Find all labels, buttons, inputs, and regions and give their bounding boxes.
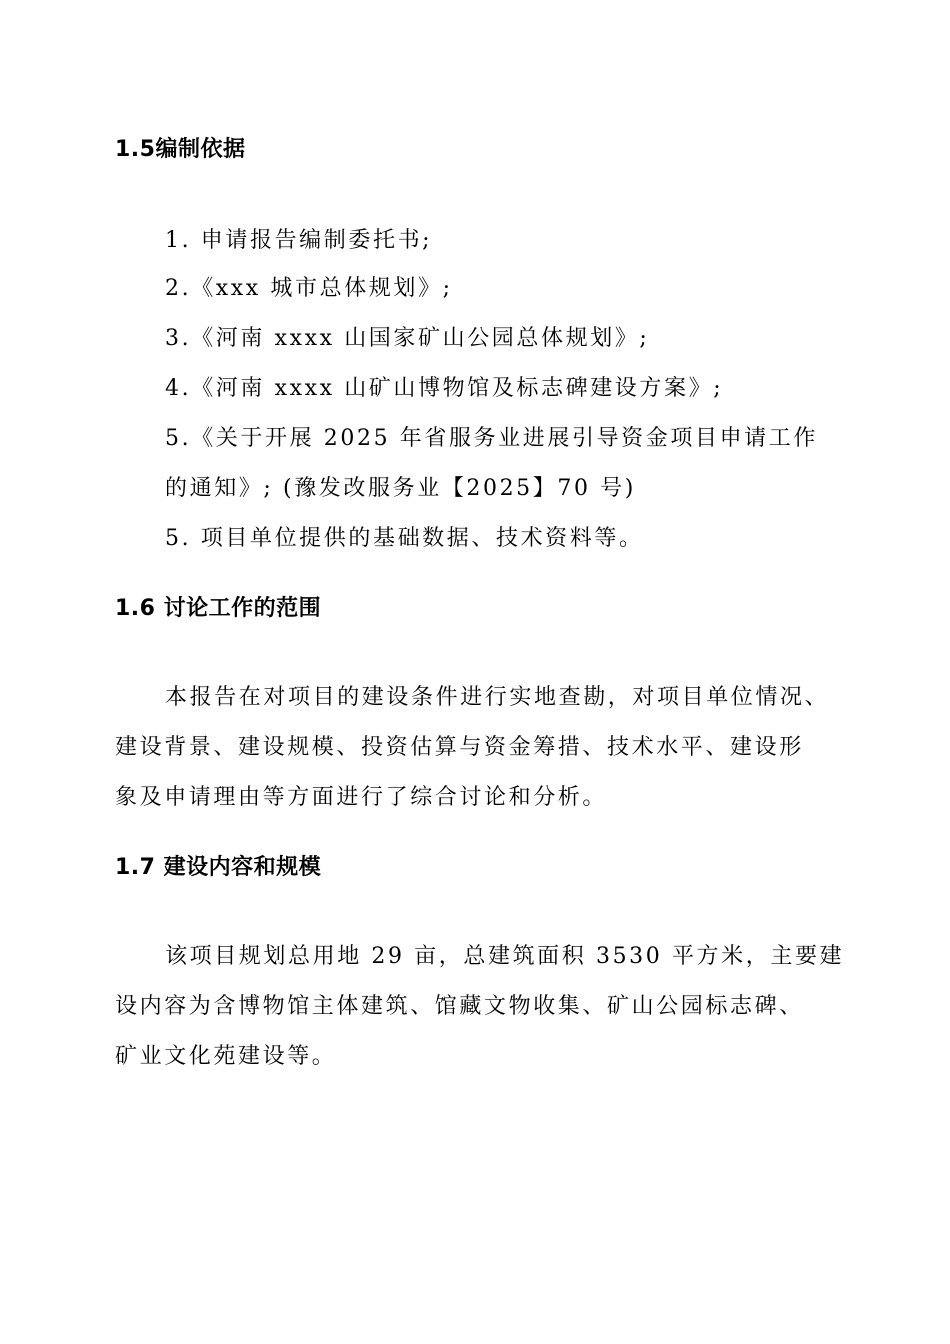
- scope-paragraph-line-2: 建设背景、建设规模、投资估算与资金筹措、技术水平、建设形: [115, 735, 804, 760]
- section-heading-1-5: 1.5编制依据: [115, 137, 246, 162]
- basis-item-2: 2.《xxx 城市总体规划》;: [165, 276, 453, 301]
- content-paragraph-line-2: 设内容为含博物馆主体建筑、馆藏文物收集、矿山公园标志碑、: [115, 994, 804, 1019]
- basis-item-4: 4.《河南 xxxx 山矿山博物馆及标志碑建设方案》;: [165, 376, 724, 401]
- scope-paragraph-line-1: 本报告在对项目的建设条件进行实地查勘，对项目单位情况、: [165, 685, 830, 710]
- basis-item-5-line-2: 的通知》; (豫发改服务业【2025】70 号): [165, 476, 636, 501]
- basis-item-6: 5. 项目单位提供的基础数据、技术资料等。: [165, 526, 644, 551]
- section-heading-1-7: 1.7 建设内容和规模: [115, 855, 322, 880]
- content-paragraph-line-1: 该项目规划总用地 29 亩，总建筑面积 3530 平方米，主要建: [165, 944, 845, 969]
- scope-paragraph-line-3: 象及申请理由等方面进行了综合讨论和分析。: [115, 785, 608, 810]
- basis-item-5-line-1: 5.《关于开展 2025 年省服务业进展引导资金项目申请工作: [165, 426, 818, 451]
- basis-item-1: 1. 申请报告编制委托书;: [165, 228, 433, 253]
- section-heading-1-6: 1.6 讨论工作的范围: [115, 596, 322, 621]
- basis-item-3: 3.《河南 xxxx 山国家矿山公园总体规划》;: [165, 326, 650, 351]
- content-paragraph-line-3: 矿业文化苑建设等。: [115, 1044, 337, 1069]
